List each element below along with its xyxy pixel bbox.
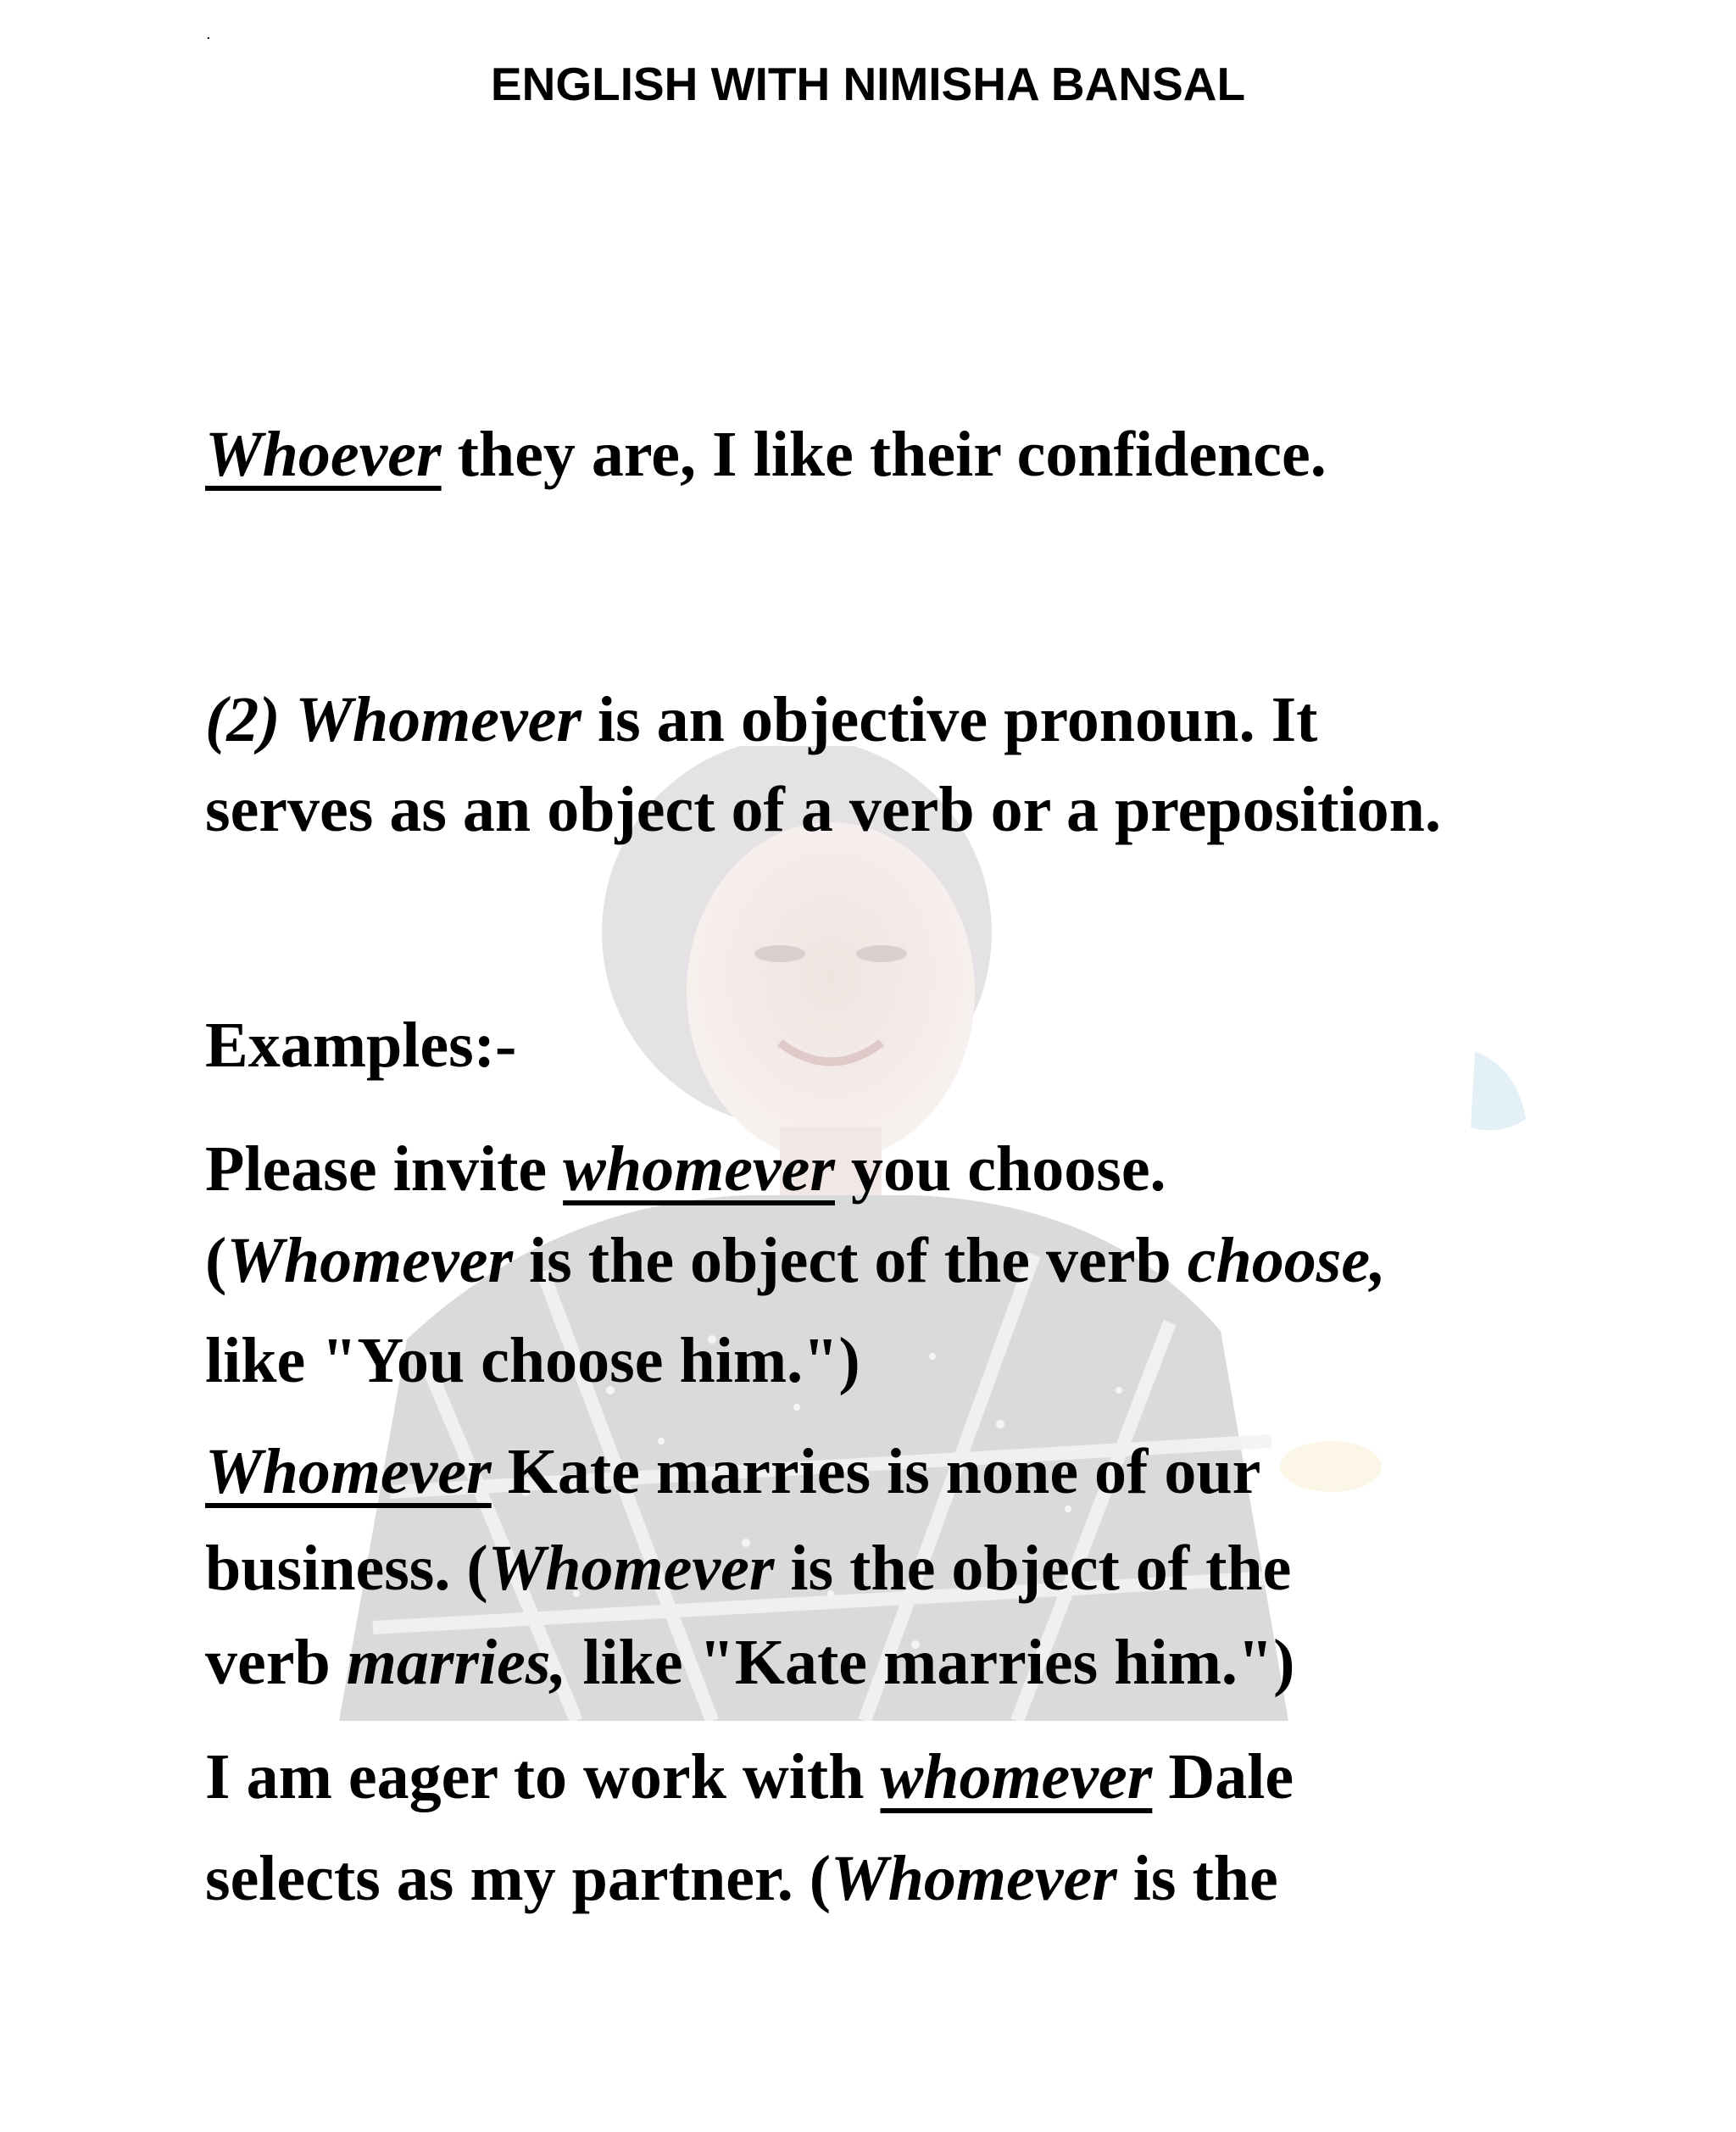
- example-2-line-1: [205, 1427, 1260, 1517]
- example-2-line-3: [205, 1617, 1294, 1707]
- keyword-whomever: Whomever: [295, 684, 581, 755]
- keyword-whomever: whomever: [880, 1741, 1153, 1812]
- line-text: verb: [205, 1627, 347, 1698]
- example-1-line-1: [205, 1124, 1166, 1214]
- line-text: is the object of the: [774, 1533, 1292, 1604]
- line-text: I am eager to work with: [205, 1741, 881, 1812]
- whoever-example-line: [205, 409, 1327, 499]
- example-3-line-1: [205, 1732, 1294, 1822]
- example-1-line-2: [205, 1216, 1386, 1305]
- keyword-marries: marries,: [346, 1627, 567, 1698]
- line-text: Please invite: [205, 1133, 564, 1205]
- example-3-line-2: [205, 1834, 1278, 1923]
- keyword-whomever: Whomever: [226, 1225, 514, 1296]
- line-text: (: [205, 1225, 227, 1296]
- page-header: ENGLISH WITH NIMISHA BANSAL: [490, 58, 1246, 110]
- example-2-line-2: [205, 1523, 1291, 1613]
- line-text: is the: [1116, 1843, 1278, 1914]
- line-text: is the object of the verb: [513, 1225, 1188, 1296]
- line-text: like "Kate marries him."): [566, 1627, 1295, 1698]
- rule-number: (2): [205, 684, 296, 755]
- example-1-line-3: like "You choose him."): [205, 1325, 860, 1396]
- keyword-whomever: Whomever: [831, 1843, 1117, 1914]
- keyword-whomever: Whomever: [487, 1533, 775, 1604]
- line-text: is an objective pronoun. It: [581, 684, 1318, 755]
- line-text: business. (: [205, 1533, 488, 1604]
- rule-line-2: serves as an object of a verb or a preposition.: [205, 774, 1441, 845]
- page-marker: .: [206, 25, 211, 43]
- keyword-whomever: Whomever: [205, 1436, 492, 1507]
- rule-line-1: [205, 675, 1317, 765]
- line-text: selects as my partner. (: [205, 1843, 832, 1914]
- keyword-whomever: whomever: [563, 1133, 835, 1205]
- keyword-choose: choose,: [1187, 1225, 1387, 1296]
- keyword-whoever: Whoever: [205, 419, 442, 490]
- examples-heading: Examples:-: [205, 1010, 517, 1081]
- line-text: you choose.: [834, 1133, 1166, 1205]
- line-text: Dale: [1152, 1741, 1294, 1812]
- line-text: Kate marries is none of our: [491, 1436, 1261, 1507]
- line-text: they are, I like their confidence.: [441, 419, 1327, 490]
